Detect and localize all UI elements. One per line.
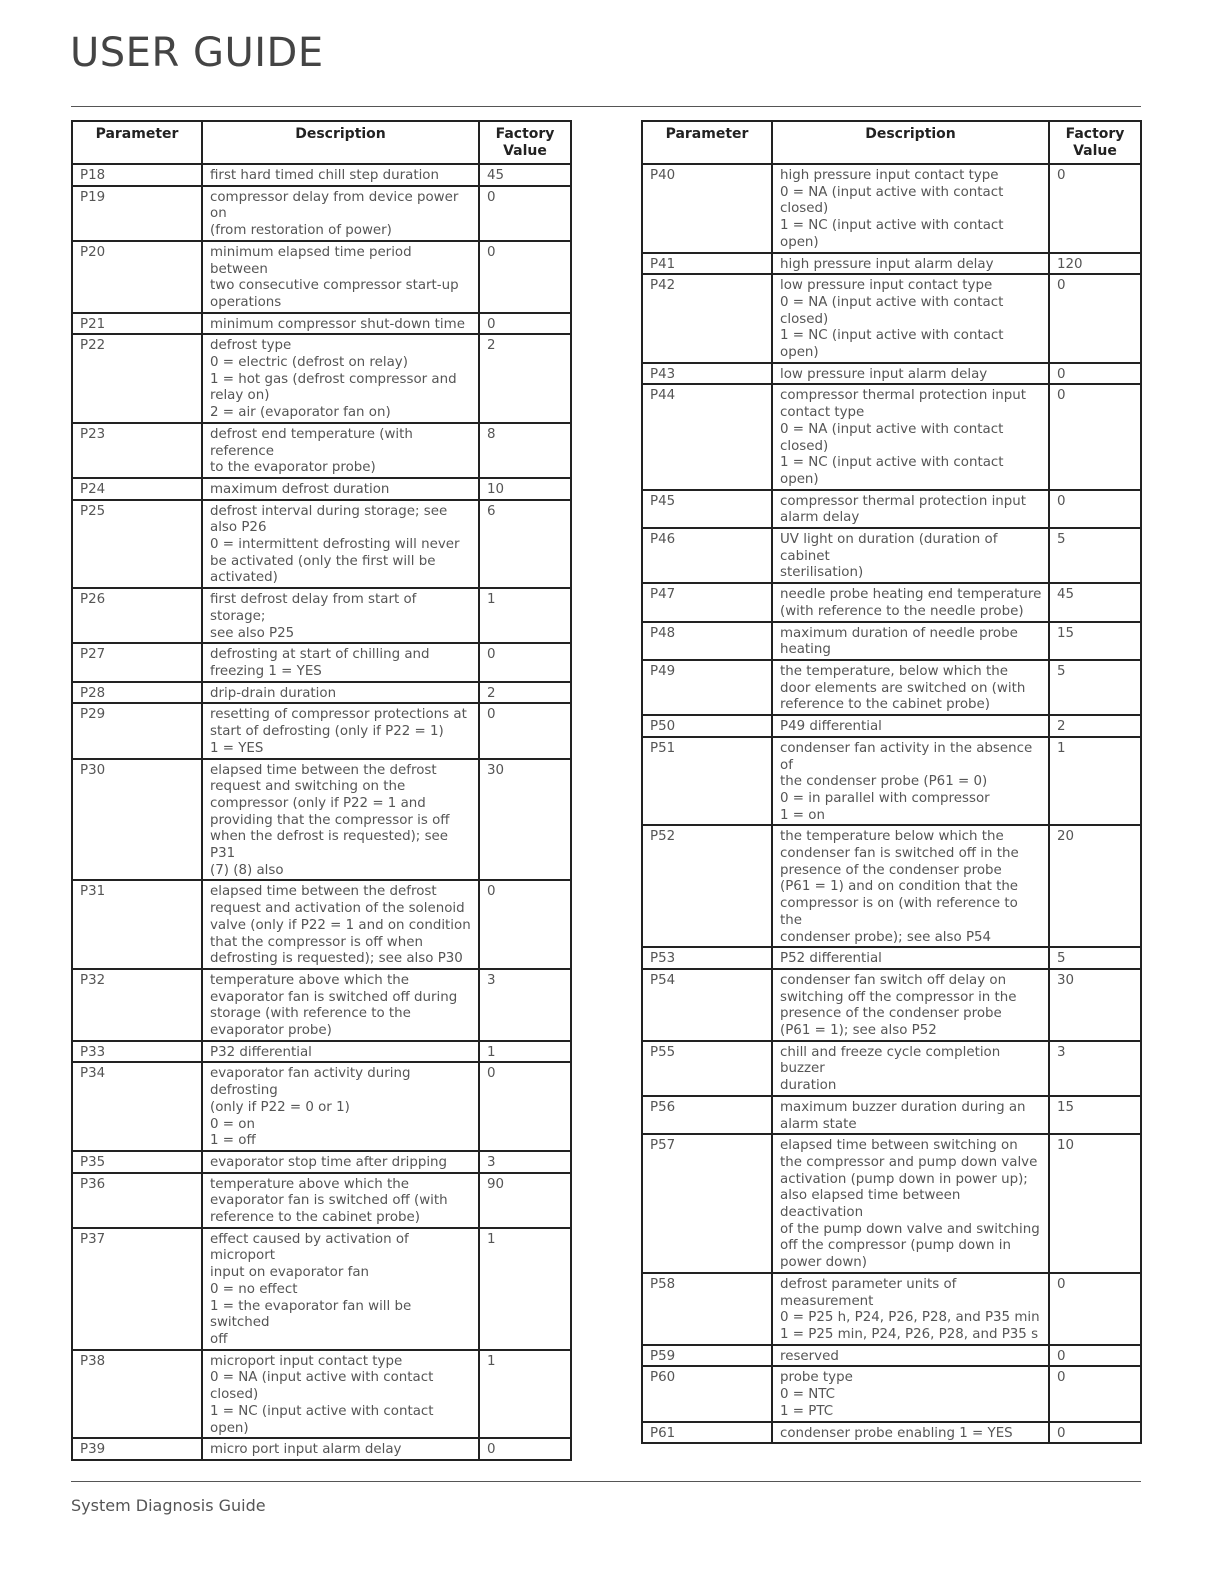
table-row <box>642 1134 1141 1273</box>
parameter-cell: P25 <box>72 500 202 589</box>
factory-value-cell: 5 <box>1049 660 1141 715</box>
factory-value-cell: 45 <box>1049 583 1141 621</box>
table-row <box>642 825 1141 947</box>
description-cell: drip-drain duration <box>202 682 479 704</box>
description-cell: elapsed time between the defrost request and activation of the solenoid valve (only if P22 = 1 and on condition that the compressor is off when defrosting is requested); see also P30 <box>202 880 479 969</box>
parameter-cell: P23 <box>72 423 202 478</box>
description-cell: P52 differential <box>772 947 1049 969</box>
parameter-cell: P19 <box>72 186 202 241</box>
description-cell: needle probe heating end temperature (with reference to the needle probe) <box>772 583 1049 621</box>
description-cell: condenser fan switch off delay on switching off the compressor in the presence of the condenser probe (P61 = 1); see also P52 <box>772 969 1049 1041</box>
description-cell: minimum elapsed time period between two consecutive compressor start-up operations <box>202 241 479 313</box>
factory-value-cell: 1 <box>1049 737 1141 826</box>
factory-value-cell: 3 <box>1049 1041 1141 1096</box>
table-row <box>72 1062 571 1151</box>
description-cell: defrost end temperature (with reference to the evaporator probe) <box>202 423 479 478</box>
parameter-cell: P43 <box>642 363 772 385</box>
parameter-cell: P20 <box>72 241 202 313</box>
description-cell: P49 differential <box>772 715 1049 737</box>
description-cell: maximum duration of needle probe heating <box>772 622 1049 660</box>
description-cell: effect caused by activation of microport input on evaporator fan 0 = no effect 1 = the evaporator fan will be switched off <box>202 1228 479 1350</box>
factory-value-cell: 10 <box>1049 1134 1141 1273</box>
parameter-cell: P47 <box>642 583 772 621</box>
factory-value-cell: 30 <box>1049 969 1141 1041</box>
parameter-cell: P30 <box>72 759 202 881</box>
parameter-cell: P38 <box>72 1350 202 1439</box>
footer-divider <box>71 1481 1141 1482</box>
description-cell: microport input contact type 0 = NA (input active with contact closed) 1 = NC (input active with contact open) <box>202 1350 479 1439</box>
factory-value-cell: 0 <box>479 1438 571 1460</box>
factory-value-column-header: Factory Value <box>479 121 571 164</box>
table-row <box>642 737 1141 826</box>
table-row <box>72 759 571 881</box>
parameter-cell: P29 <box>72 703 202 758</box>
parameter-cell: P31 <box>72 880 202 969</box>
description-cell: evaporator fan activity during defrosting (only if P22 = 0 or 1) 0 = on 1 = off <box>202 1062 479 1151</box>
parameter-cell: P49 <box>642 660 772 715</box>
factory-value-cell: 0 <box>479 186 571 241</box>
table-row <box>642 1366 1141 1421</box>
factory-value-cell: 10 <box>479 478 571 500</box>
factory-value-cell: 15 <box>1049 1096 1141 1134</box>
factory-value-cell: 0 <box>1049 1366 1141 1421</box>
table-row <box>72 969 571 1041</box>
table-row <box>72 241 571 313</box>
parameter-cell: P54 <box>642 969 772 1041</box>
page-title: USER GUIDE <box>70 30 324 76</box>
table-row <box>642 969 1141 1041</box>
factory-value-cell: 0 <box>1049 1345 1141 1367</box>
table-row <box>642 715 1141 737</box>
parameter-cell: P55 <box>642 1041 772 1096</box>
table-row <box>642 1096 1141 1134</box>
table-row <box>642 490 1141 528</box>
description-column-header: Description <box>202 121 479 164</box>
factory-value-cell: 15 <box>1049 622 1141 660</box>
parameter-cell: P56 <box>642 1096 772 1134</box>
factory-value-cell: 6 <box>479 500 571 589</box>
factory-value-cell: 3 <box>479 969 571 1041</box>
factory-value-cell: 1 <box>479 1228 571 1350</box>
table-row <box>72 1173 571 1228</box>
description-cell: chill and freeze cycle completion buzzer duration <box>772 1041 1049 1096</box>
description-cell: resetting of compressor protections at start of defrosting (only if P22 = 1) 1 = YES <box>202 703 479 758</box>
table-row <box>642 1345 1141 1367</box>
table-row <box>642 384 1141 489</box>
table-header-row <box>642 121 1141 164</box>
description-cell: elapsed time between the defrost request and switching on the compressor (only if P22 = 1 and providing that the compressor is off when the defrost is requested); see P31 (7) (8) also <box>202 759 479 881</box>
table-row <box>642 622 1141 660</box>
description-column-header: Description <box>772 121 1049 164</box>
factory-value-cell: 2 <box>479 334 571 423</box>
factory-value-column-header: Factory Value <box>1049 121 1141 164</box>
description-cell: evaporator stop time after dripping <box>202 1151 479 1173</box>
header-divider <box>71 106 1141 107</box>
factory-value-cell: 1 <box>479 588 571 643</box>
table-row <box>72 334 571 423</box>
parameter-cell: P60 <box>642 1366 772 1421</box>
factory-value-cell: 0 <box>479 703 571 758</box>
factory-value-cell: 0 <box>1049 363 1141 385</box>
factory-value-cell: 0 <box>479 643 571 681</box>
description-cell: UV light on duration (duration of cabinet sterilisation) <box>772 528 1049 583</box>
parameter-cell: P34 <box>72 1062 202 1151</box>
description-cell: condenser fan activity in the absence of the condenser probe (P61 = 0) 0 = in parallel with compressor 1 = on <box>772 737 1049 826</box>
factory-value-cell: 5 <box>1049 528 1141 583</box>
parameter-cell: P28 <box>72 682 202 704</box>
description-cell: maximum buzzer duration during an alarm state <box>772 1096 1049 1134</box>
parameter-cell: P50 <box>642 715 772 737</box>
factory-value-cell: 20 <box>1049 825 1141 947</box>
factory-value-cell: 0 <box>1049 274 1141 363</box>
description-cell: probe type 0 = NTC 1 = PTC <box>772 1366 1049 1421</box>
table-row <box>72 313 571 335</box>
parameter-cell: P58 <box>642 1273 772 1345</box>
parameter-cell: P57 <box>642 1134 772 1273</box>
table-row <box>72 478 571 500</box>
factory-value-cell: 1 <box>479 1041 571 1063</box>
parameter-cell: P32 <box>72 969 202 1041</box>
parameter-cell: P24 <box>72 478 202 500</box>
table-row <box>72 643 571 681</box>
parameter-cell: P59 <box>642 1345 772 1367</box>
description-cell: condenser probe enabling 1 = YES <box>772 1422 1049 1444</box>
parameter-column-header: Parameter <box>72 121 202 164</box>
factory-value-cell: 0 <box>479 880 571 969</box>
factory-value-cell: 0 <box>1049 384 1141 489</box>
table-row <box>72 500 571 589</box>
parameter-cell: P37 <box>72 1228 202 1350</box>
table-row <box>72 703 571 758</box>
parameter-table-right <box>641 120 1142 1444</box>
parameter-cell: P53 <box>642 947 772 969</box>
table-row <box>72 1438 571 1460</box>
parameter-cell: P33 <box>72 1041 202 1063</box>
parameter-cell: P44 <box>642 384 772 489</box>
factory-value-cell: 30 <box>479 759 571 881</box>
factory-value-cell: 0 <box>1049 1422 1141 1444</box>
table-row <box>642 1422 1141 1444</box>
parameter-cell: P21 <box>72 313 202 335</box>
factory-value-cell: 2 <box>1049 715 1141 737</box>
table-row <box>72 1151 571 1173</box>
description-cell: maximum defrost duration <box>202 478 479 500</box>
description-cell: the temperature below which the condenser fan is switched off in the presence of the condenser probe (P61 = 1) and on condition that the compressor is on (with reference to the condenser probe); see also P54 <box>772 825 1049 947</box>
parameter-cell: P52 <box>642 825 772 947</box>
table-header-row <box>72 121 571 164</box>
description-cell: high pressure input alarm delay <box>772 253 1049 275</box>
parameter-cell: P46 <box>642 528 772 583</box>
parameter-cell: P36 <box>72 1173 202 1228</box>
description-cell: P32 differential <box>202 1041 479 1063</box>
description-cell: temperature above which the evaporator fan is switched off (with reference to the cabinet probe) <box>202 1173 479 1228</box>
factory-value-cell: 5 <box>1049 947 1141 969</box>
description-cell: high pressure input contact type 0 = NA (input active with contact closed) 1 = NC (input active with contact open) <box>772 164 1049 253</box>
parameter-cell: P18 <box>72 164 202 186</box>
description-cell: defrost type 0 = electric (defrost on relay) 1 = hot gas (defrost compressor and relay on) 2 = air (evaporator fan on) <box>202 334 479 423</box>
table-row <box>642 1273 1141 1345</box>
description-cell: low pressure input alarm delay <box>772 363 1049 385</box>
description-cell: elapsed time between switching on the compressor and pump down valve activation (pump down in power up); also elapsed time between deactivation of the pump down valve and switching off the compressor (pump down in power down) <box>772 1134 1049 1273</box>
table-row <box>72 1350 571 1439</box>
table-row <box>72 186 571 241</box>
factory-value-cell: 3 <box>479 1151 571 1173</box>
parameter-cell: P35 <box>72 1151 202 1173</box>
parameter-cell: P48 <box>642 622 772 660</box>
table-row <box>642 274 1141 363</box>
parameter-cell: P27 <box>72 643 202 681</box>
description-cell: first defrost delay from start of storage; see also P25 <box>202 588 479 643</box>
parameter-cell: P39 <box>72 1438 202 1460</box>
table-row <box>642 363 1141 385</box>
table-row <box>642 253 1141 275</box>
factory-value-cell: 90 <box>479 1173 571 1228</box>
parameter-table-left <box>71 120 572 1461</box>
factory-value-cell: 1 <box>479 1350 571 1439</box>
factory-value-cell: 0 <box>479 241 571 313</box>
table-row <box>642 583 1141 621</box>
table-row <box>642 947 1141 969</box>
factory-value-cell: 120 <box>1049 253 1141 275</box>
table-row <box>72 682 571 704</box>
page-footer: System Diagnosis Guide <box>71 1496 266 1515</box>
factory-value-cell: 45 <box>479 164 571 186</box>
factory-value-cell: 0 <box>479 313 571 335</box>
description-cell: compressor delay from device power on (from restoration of power) <box>202 186 479 241</box>
factory-value-cell: 2 <box>479 682 571 704</box>
table-row <box>72 588 571 643</box>
table-row <box>72 1228 571 1350</box>
table-row <box>72 1041 571 1063</box>
parameter-cell: P61 <box>642 1422 772 1444</box>
parameter-cell: P26 <box>72 588 202 643</box>
factory-value-cell: 8 <box>479 423 571 478</box>
table-row <box>642 660 1141 715</box>
table-row <box>72 880 571 969</box>
description-cell: reserved <box>772 1345 1049 1367</box>
description-cell: defrost interval during storage; see also P26 0 = intermittent defrosting will never be activated (only the first will be activated) <box>202 500 479 589</box>
parameter-cell: P40 <box>642 164 772 253</box>
description-cell: temperature above which the evaporator fan is switched off during storage (with reference to the evaporator probe) <box>202 969 479 1041</box>
factory-value-cell: 0 <box>1049 490 1141 528</box>
parameter-column-header: Parameter <box>642 121 772 164</box>
parameter-cell: P22 <box>72 334 202 423</box>
factory-value-cell: 0 <box>1049 164 1141 253</box>
description-cell: micro port input alarm delay <box>202 1438 479 1460</box>
description-cell: low pressure input contact type 0 = NA (input active with contact closed) 1 = NC (input active with contact open) <box>772 274 1049 363</box>
parameter-cell: P51 <box>642 737 772 826</box>
table-row <box>72 164 571 186</box>
table-row <box>642 164 1141 253</box>
factory-value-cell: 0 <box>1049 1273 1141 1345</box>
description-cell: minimum compressor shut-down time <box>202 313 479 335</box>
table-row <box>642 528 1141 583</box>
parameter-cell: P45 <box>642 490 772 528</box>
description-cell: the temperature, below which the door elements are switched on (with reference to the cabinet probe) <box>772 660 1049 715</box>
table-row <box>642 1041 1141 1096</box>
table-row <box>72 423 571 478</box>
parameter-cell: P42 <box>642 274 772 363</box>
description-cell: compressor thermal protection input alarm delay <box>772 490 1049 528</box>
description-cell: first hard timed chill step duration <box>202 164 479 186</box>
description-cell: defrosting at start of chilling and freezing 1 = YES <box>202 643 479 681</box>
parameter-cell: P41 <box>642 253 772 275</box>
description-cell: compressor thermal protection input contact type 0 = NA (input active with contact closed) 1 = NC (input active with contact open) <box>772 384 1049 489</box>
description-cell: defrost parameter units of measurement 0 = P25 h, P24, P26, P28, and P35 min 1 = P25 min, P24, P26, P28, and P35 s <box>772 1273 1049 1345</box>
factory-value-cell: 0 <box>479 1062 571 1151</box>
